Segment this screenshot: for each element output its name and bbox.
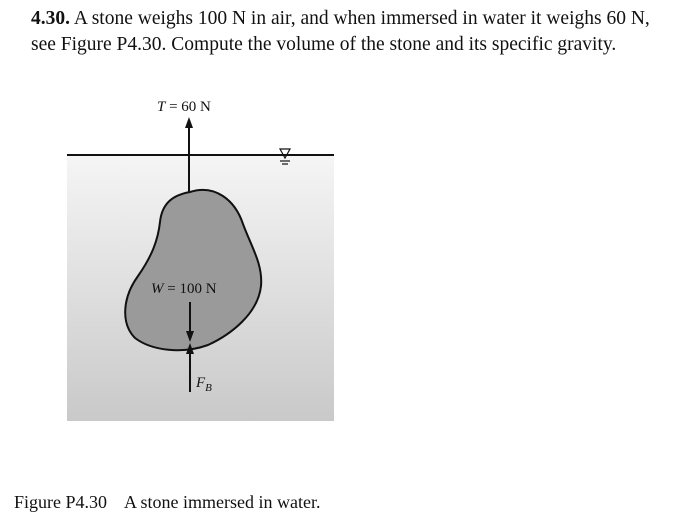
caption-text: A stone immersed in water.	[124, 492, 321, 512]
weight-label: W = 100 N	[151, 281, 217, 297]
buoyancy-label: $F_B$	[196, 375, 212, 394]
tension-arrowhead	[185, 117, 193, 128]
problem-number: 4.30.	[31, 8, 70, 29]
problem-text: A stone weighs 100 N in air, and when immersed in water it weighs 60 N, see Figure P4.30. Compute the volume of the stone and its specific gravity.	[31, 8, 650, 55]
figure-caption	[14, 490, 321, 514]
caption-label: Figure P4.30	[14, 492, 108, 512]
tension-label: T = 60 N	[157, 99, 211, 115]
